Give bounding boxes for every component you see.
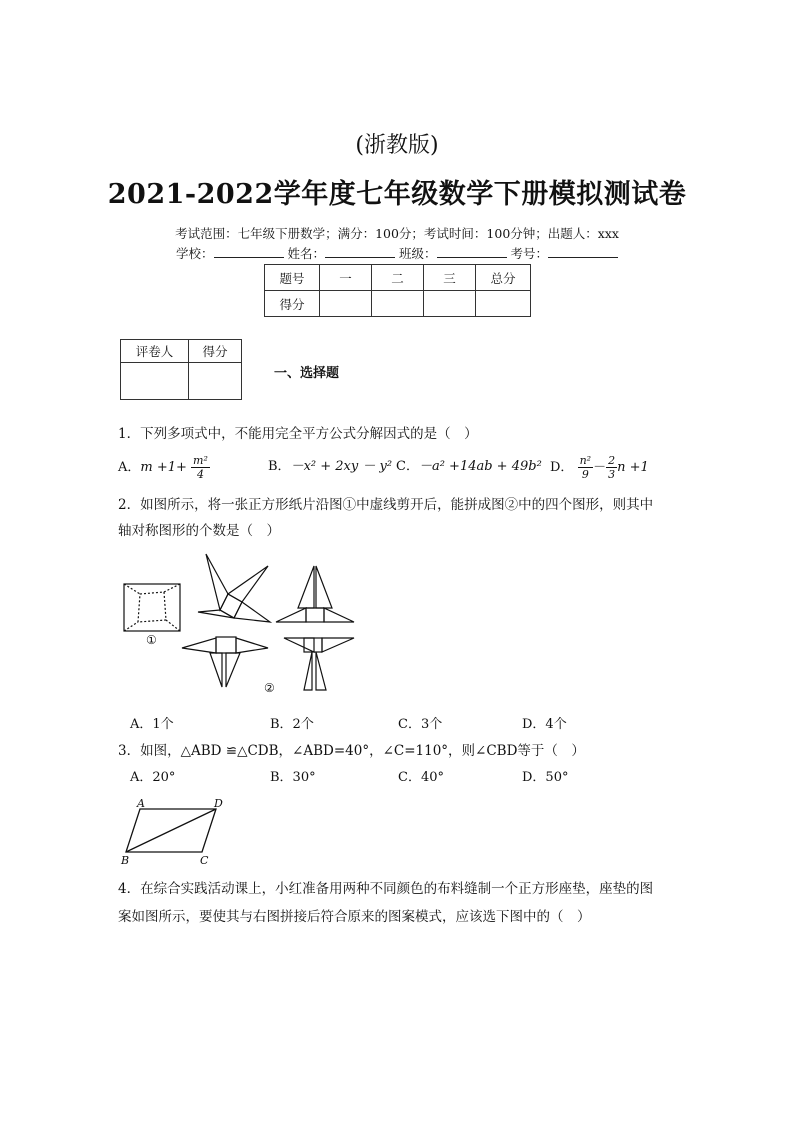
q1-option-c[interactable]: C．－a² +14ab + 49b² xyxy=(396,459,542,474)
q1-option-d[interactable]: D． $\frac{\text{n²}}{9}$ － $\frac{2}{3}$ n +1 xyxy=(550,454,649,481)
score-header-cell: 二 xyxy=(372,265,424,291)
grader-table xyxy=(120,339,242,400)
score-header-cell: 总分 xyxy=(476,265,531,291)
score-cell[interactable] xyxy=(476,291,531,317)
grader-score-header: 得分 xyxy=(189,340,242,363)
q3-point-b: B xyxy=(121,854,130,867)
q2-arrow-shape xyxy=(276,566,354,622)
question-4-stem-line1: 4．在综合实践活动课上，小红准备用两种不同颜色的布料缝制一个正方形座垫，座垫的图 xyxy=(118,881,654,897)
question-3-options xyxy=(118,765,678,791)
q3-point-a: A xyxy=(137,798,145,810)
school-blank[interactable] xyxy=(214,245,284,258)
q3-option-c[interactable]: C．40° xyxy=(398,770,444,785)
class-blank[interactable] xyxy=(437,245,507,258)
q2-cross-shape xyxy=(284,638,354,690)
score-header-cell: 三 xyxy=(424,265,476,291)
q1-option-b[interactable]: B．－x² + 2xy － y² xyxy=(268,459,393,474)
q2-option-c[interactable]: C．3个 xyxy=(398,717,443,732)
q3-parallelogram-figure xyxy=(118,798,238,868)
q2-fig1-label: ① xyxy=(146,633,157,647)
q2-option-b[interactable]: B．2个 xyxy=(270,717,314,732)
name-blank[interactable] xyxy=(325,245,395,258)
id-blank[interactable] xyxy=(548,245,618,258)
question-1-stem: 1．下列多项式中，不能用完全平方公式分解因式的是（ ） xyxy=(118,426,478,442)
exam-title: 2021-2022学年度七年级数学下册模拟测试卷 xyxy=(107,179,687,210)
question-2-stem-line2: 轴对称图形的个数是（ ） xyxy=(118,523,280,539)
school-label: 学校： xyxy=(175,246,214,261)
q3-point-c: C xyxy=(200,854,209,867)
q3-diagonal-bd xyxy=(126,809,216,852)
q3-option-b[interactable]: B．30° xyxy=(270,770,316,785)
name-label: 姓名： xyxy=(287,246,325,261)
grader-cell[interactable] xyxy=(121,363,189,400)
q3-option-d[interactable]: D．50° xyxy=(522,770,569,785)
q1-a-fraction: $\frac{\text{m²}}{4}$ xyxy=(193,454,208,481)
score-table xyxy=(264,264,531,317)
question-4-stem-line2: 案如图所示，要使其与右图拼接后符合原来的图案模式，应该选下图中的（ ） xyxy=(118,909,591,925)
id-label: 考号： xyxy=(510,246,548,261)
q2-fig2-label: ② xyxy=(264,681,275,695)
class-label: 班级： xyxy=(398,246,437,261)
q2-figure xyxy=(118,552,368,702)
question-3-stem: 3．如图，△ABD ≌△CDB，∠ABD=40°，∠C=110°，则∠CBD等于（ ） xyxy=(118,743,585,759)
q2-t-shape xyxy=(182,637,268,687)
score-header-cell: 一 xyxy=(320,265,372,291)
score-row-label: 得分 xyxy=(265,291,320,317)
q2-fig1-square xyxy=(124,584,180,631)
student-info-line xyxy=(0,244,794,262)
score-cell[interactable] xyxy=(320,291,372,317)
question-2-stem-line1: 2．如图所示，将一张正方形纸片沿图①中虚线剪开后，能拼成图②中的四个图形，则其中 xyxy=(118,497,654,513)
q2-option-a[interactable]: A．1个 xyxy=(130,717,174,732)
edition-label: (浙教版) xyxy=(355,133,439,158)
score-header-cell: 题号 xyxy=(265,265,320,291)
question-2-options xyxy=(118,712,678,738)
q2-pinwheel-shape xyxy=(198,554,270,622)
score-cell[interactable] xyxy=(424,291,476,317)
q3-point-d: D xyxy=(214,798,223,810)
q1-option-a[interactable]: A．m +1+ $\frac{\text{m²}}{4}$ xyxy=(118,454,208,481)
score-cell[interactable] xyxy=(372,291,424,317)
exam-info: 考试范围：七年级下册数学；满分：100分；考试时间：100分钟；出题人：xxx xyxy=(175,226,619,241)
question-1-options xyxy=(118,449,678,485)
q2-option-d[interactable]: D．4个 xyxy=(522,717,567,732)
q3-option-a[interactable]: A．20° xyxy=(130,770,176,785)
grader-score-cell[interactable] xyxy=(189,363,242,400)
section-title: 一、选择题 xyxy=(274,366,340,381)
grader-header: 评卷人 xyxy=(121,340,189,363)
